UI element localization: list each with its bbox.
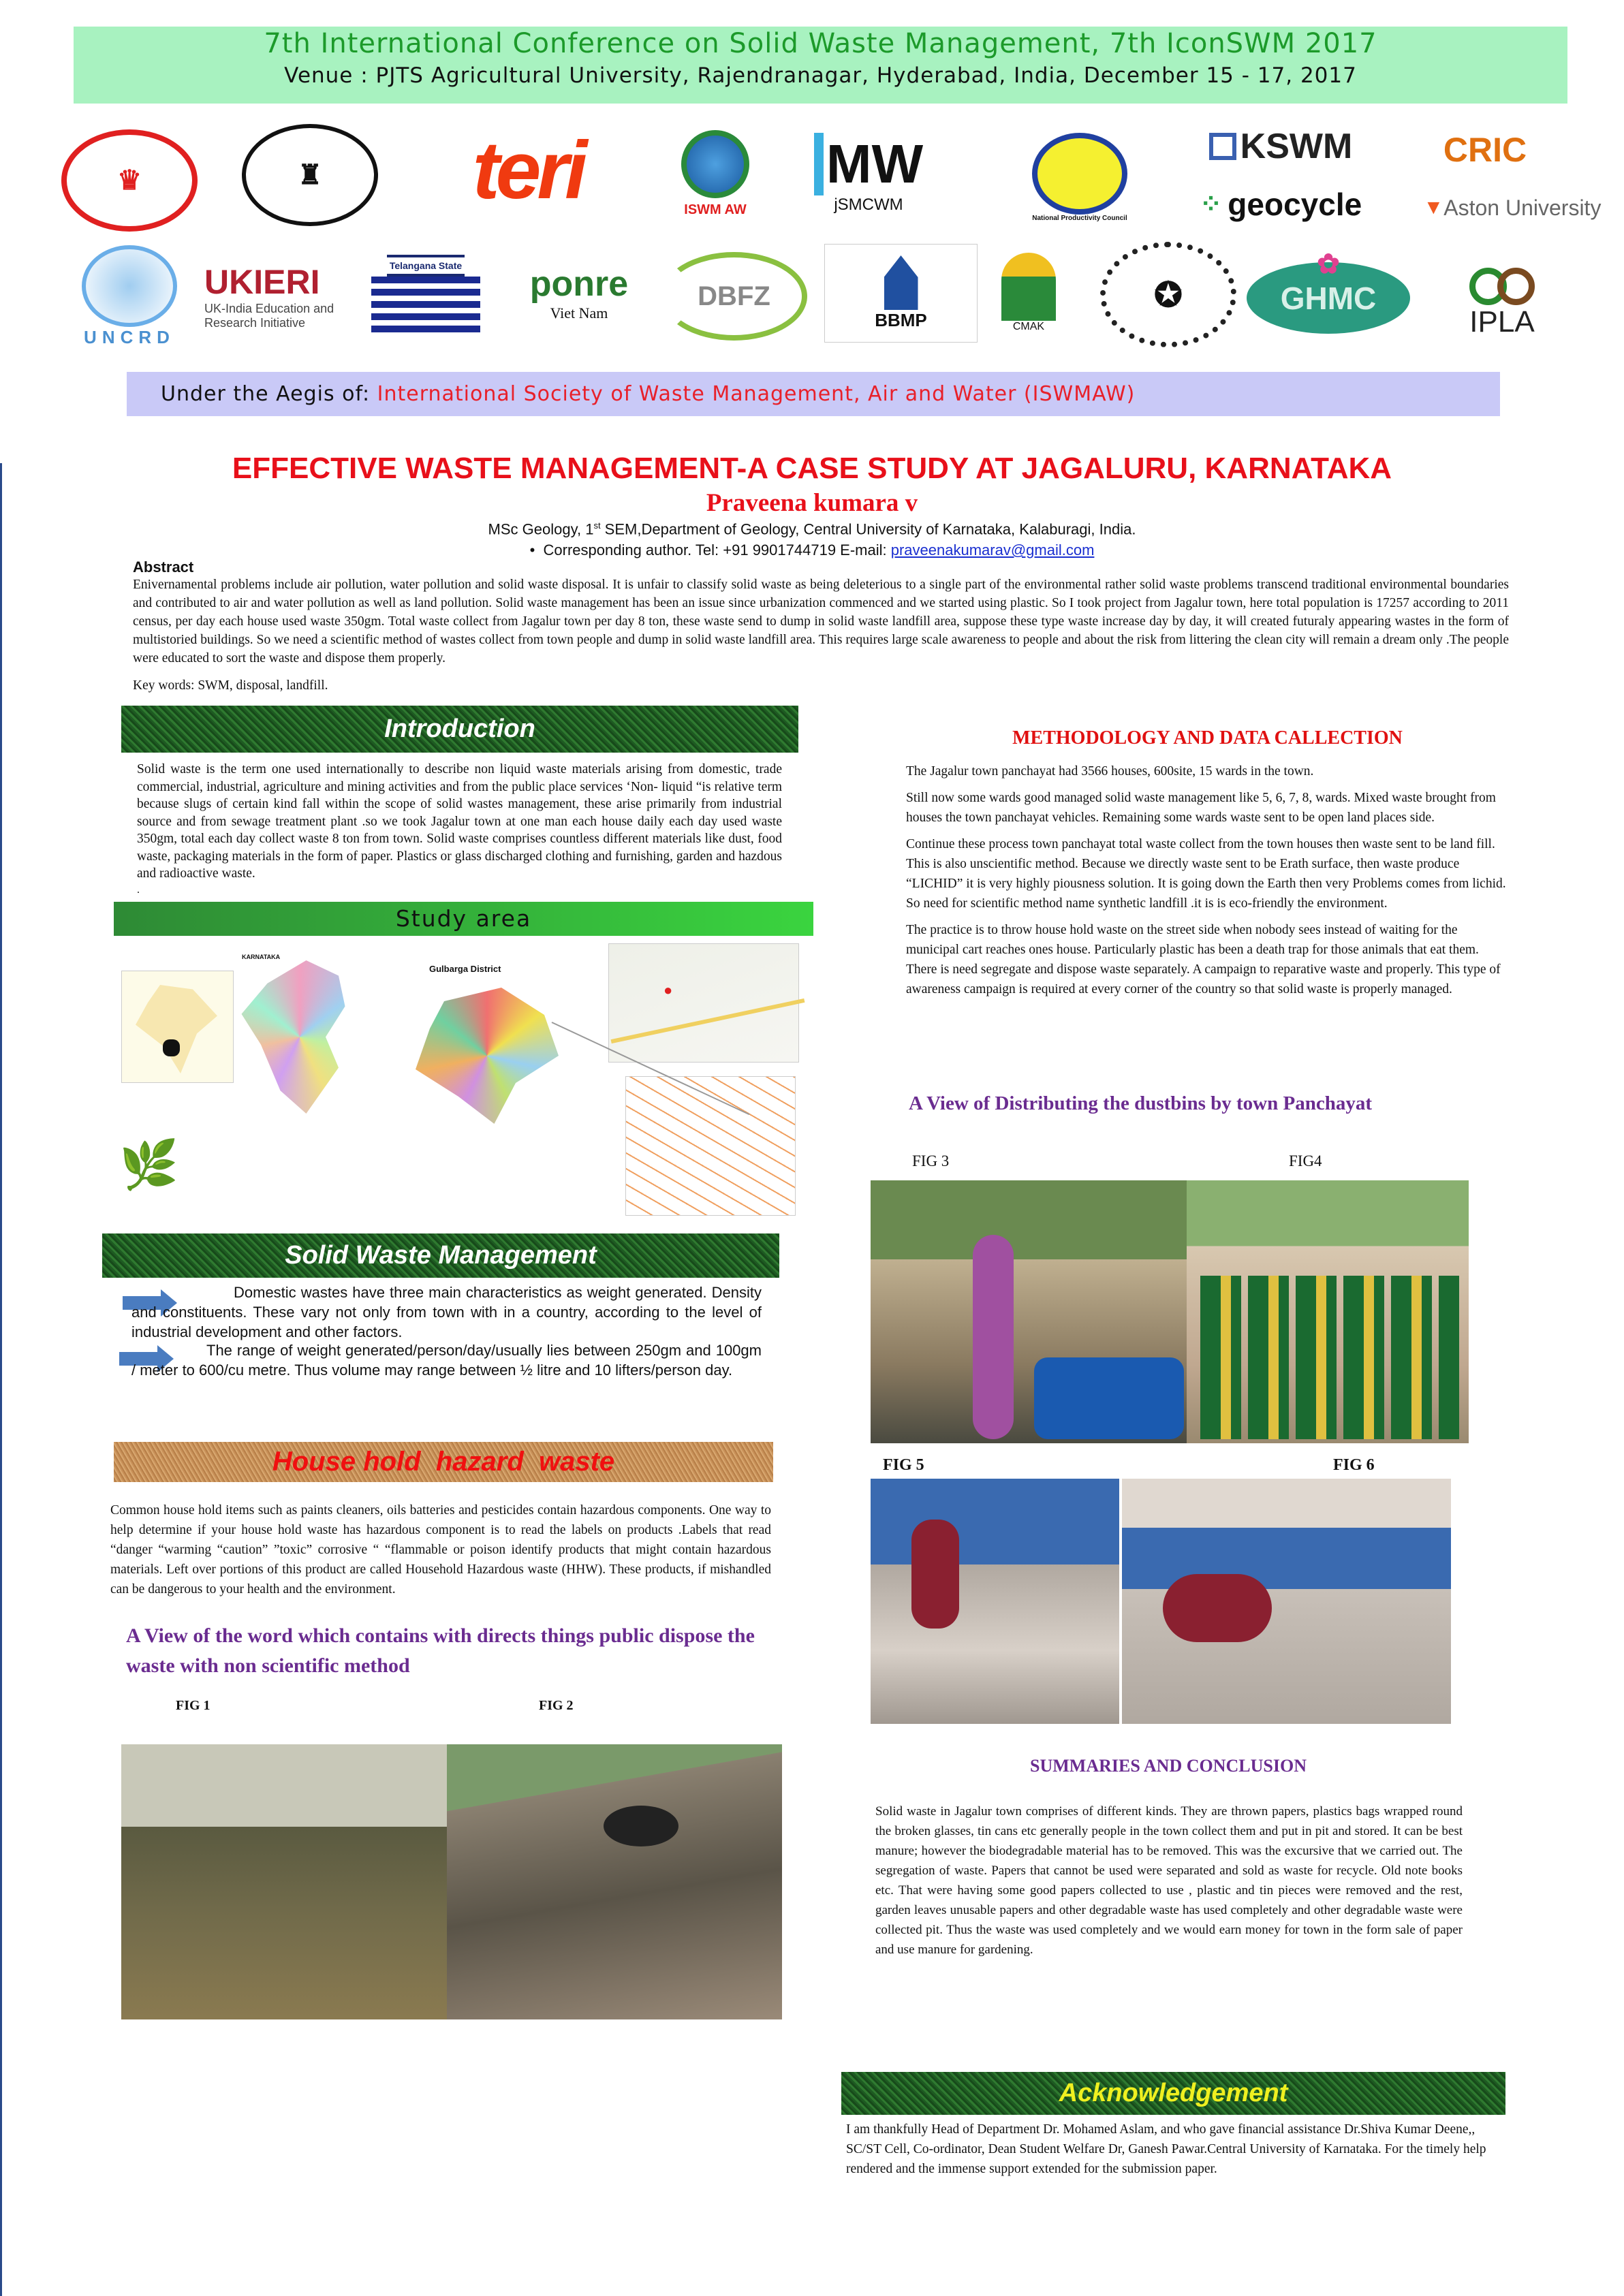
- india-shape: [136, 985, 217, 1073]
- swm-paragraph-1: Domestic wastes have three main characteristics as weight generated. Density and constituents. These vary not only from town with in a country, according to the level of industrial development and other factors.: [131, 1284, 762, 1340]
- iswmaw-logo: [664, 123, 766, 225]
- fig3-label: FIG 3: [912, 1152, 950, 1169]
- bbmp-label: BBMP: [875, 310, 927, 330]
- keywords: Key words: SWM, disposal, landfill.: [133, 678, 328, 693]
- group-shape: [1200, 1276, 1459, 1439]
- fig1-photo: [121, 1744, 447, 2019]
- ponre-label: ponre: [529, 264, 629, 304]
- location-map: [608, 943, 799, 1063]
- aegis-bar: [127, 372, 1500, 416]
- kswm-logo: [1178, 126, 1383, 167]
- karnataka-districts-shape: [235, 960, 364, 1114]
- fig6-photo: [1122, 1479, 1451, 1724]
- telangana-label: Telangana State: [387, 255, 465, 277]
- iswmaw-label: ISWM AW: [684, 202, 747, 217]
- swm-banner: [102, 1233, 779, 1278]
- dbfz-logo: DBFZ: [661, 252, 807, 341]
- affiliation: [0, 520, 1624, 538]
- karnataka-map: [235, 954, 381, 1124]
- kswm-label: KSWM: [1240, 127, 1353, 166]
- abstract-heading: Abstract: [133, 559, 194, 576]
- npc-logo: [1001, 126, 1158, 228]
- ipla-label: IPLA: [1469, 304, 1535, 339]
- cmak-logo: [981, 242, 1076, 344]
- fig5-label: FIG 5: [883, 1456, 924, 1474]
- study-area-banner: [114, 902, 813, 936]
- introduction-banner: [121, 706, 798, 753]
- hhw-text: Common house hold items such as paints cleaners, oils batteries and pesticides contain hazardous components. One way to help determine if your house hold waste has hazardous component is to read the labels on products .Labels that read “danger “warming “caution” ”toxic” corrosive “ “flammable or poison identify products that might contain hazardous materials. Left over portions of this product are called Household Hazardous waste (HHW). These products, if mishandled can be dangerous to your health and the environment.: [110, 1503, 771, 1597]
- summary-text: Solid waste in Jagalur town comprises of different kinds. They are thrown papers, plastics bags wrapped round the broken glasses, tin cans etc generally people in the town collect them and put in pit and stored. It can be best manure; however the biodegradable material has to be removed. This was the excursive that we carried out. The segregation of waste. Papers that cannot be used were separated and sold as waste for recycle. Old note books etc. That were having some good papers collected to use , plastic and tin pieces were removed and the rest, garden leaves unusable papers and other degradable waste has used completely and other degradable waste were collected pit. Thus the waste was used completely and we would earn money for town in the form sale of paper and use manure for gardening.: [875, 1804, 1463, 1957]
- rings-icon: [1469, 268, 1535, 305]
- person-shape: [911, 1520, 959, 1629]
- uncrd-label: UNCRD: [84, 326, 175, 347]
- email-link[interactable]: praveenakumarav@gmail.com: [890, 541, 1095, 559]
- karnataka-map-label: KARNATAKA: [242, 954, 281, 960]
- dots-icon: ⁘: [1199, 189, 1223, 219]
- aegis-organization: International Society of Waste Management, Air and Water (ISWMAW): [377, 382, 1136, 406]
- road-line: [611, 998, 805, 1043]
- un-emblem-icon: [82, 245, 177, 327]
- npc-label: National Productivity Council: [1032, 214, 1127, 222]
- conference-venue: Venue : PJTS Agricultural University, Rajendranagar, Hyderabad, India, December 15 - 17, 2017: [284, 63, 1357, 88]
- uncrd-logo: [61, 242, 198, 351]
- acknowledgement-banner: [841, 2072, 1505, 2115]
- aston-logo: [1410, 184, 1614, 232]
- affiliation-sup: st: [593, 520, 601, 531]
- bullet: •: [529, 541, 544, 559]
- ponre-subtitle: Viet Nam: [550, 304, 608, 321]
- karnataka-highlight: [163, 1039, 180, 1056]
- author-name: Praveena kumara v: [706, 489, 918, 517]
- pig-shape: [604, 1806, 678, 1846]
- gulbarga-map-label: Gulbarga District: [429, 964, 501, 974]
- conference-title: 7th International Conference on Solid Waste Management, 7th IconSWM 2017: [264, 28, 1377, 59]
- person-shape: [1163, 1574, 1272, 1642]
- location-pin-icon: ●: [663, 981, 673, 998]
- cric-logo: CRIC: [1443, 131, 1527, 169]
- flower-icon: ✿: [1317, 249, 1340, 279]
- hhw-heading: House hold hazard waste: [272, 1447, 615, 1477]
- hhw-banner: [114, 1442, 773, 1482]
- person-shape: [973, 1235, 1014, 1439]
- building-icon: [884, 255, 918, 310]
- corresponding-text: Corresponding author. Tel: +91 9901744719 E-mail:: [543, 541, 891, 559]
- fig2-label: FIG 2: [539, 1698, 574, 1713]
- paper-title: EFFECTIVE WASTE MANAGEMENT-A CASE STUDY AT JAGALURU, KARNATAKA: [232, 452, 1392, 485]
- swm-paragraph-2: The range of weight generated/person/day/usually lies between 250gm and 100gm / meter to 600/cu metre. Thus volume may range between ½ litre and 10 lifters/person day.: [131, 1342, 762, 1379]
- fig6-label: FIG 6: [1333, 1456, 1375, 1474]
- fig3-photo: [871, 1180, 1187, 1443]
- introduction-heading: Introduction: [384, 714, 535, 743]
- fig4-label: FIG4: [1289, 1152, 1322, 1169]
- geocycle-logo: [1178, 180, 1383, 228]
- fig1-label: FIG 1: [176, 1698, 210, 1713]
- gulbarga-map: [416, 964, 562, 1124]
- gulbarga-districts-shape: [416, 988, 559, 1124]
- ghmc-label: GHMC: [1280, 280, 1377, 316]
- methodology-paragraph-2: Still now some wards good managed solid waste management like 5, 6, 7, 8, wards. Mixed waste brought from houses the town panchayat vehicles. Remaining some wards waste sent to be open land places side.: [906, 791, 1496, 825]
- abstract-text: Enivernamental problems include air pollution, water pollution and solid waste disposal. It is unfair to classify solid waste as being deleterious to a single part of the environmental rather solid waste problems transcend traditional environmental boundaries and contributed to air and water pollution as well as land pollution. Solid waste management has been an issue since urbanization commenced and we started using plastic. So I took project from Jagalur town, here total population is 17257 according to 2011 census, per day each house used waste 350gm. Total waste collect from Jagalur town per day 8 ton, these waste send to dump in solid waste landfill area, suppose these type waste increase day by day, it will created futuraly appearing wastes in the form of multistoried buildings. So we need a scientific method of wastes collect from town people and dump in solid waste landfill area. This requires large scale awareness to people and about the risk from littering the clean city will remain a dream only .The people were educated to sort the waste and dispose them properly.: [133, 578, 1509, 665]
- aegis-label: Under the Aegis of:: [161, 382, 371, 406]
- sun-figure-icon: [1001, 253, 1056, 321]
- kswm-square-icon: [1209, 133, 1236, 160]
- ukieri-logo: [204, 255, 354, 337]
- introduction-dot: .: [137, 884, 140, 896]
- teri-logo: teri: [472, 125, 584, 216]
- view2-heading: A View of Distributing the dustbins by town Panchayat: [909, 1092, 1372, 1114]
- leaf-icon: 🌿: [119, 1139, 179, 1192]
- swm-heading: Solid Waste Management: [285, 1241, 597, 1270]
- introduction-text: Solid waste is the term one used internationally to describe non liquid waste materials arising from domestic, trade commercial, industrial, agriculture and mining activities and from the public place services ‘Non- liquid “is relative term because slugs of certain kind fall within the scope of solid wastes management, these arise primarily from industrial source and from sewage treatment plant .so we took Jagalur town at one man each house daily each day used waste 350gm, total each day collect waste 8 ton from town. Solid waste comprises countless different materials like dust, food waste, packaging materials in the form of paper. Plastics or glass discharged clothing and furnishing, garden and hazdous and radioactive waste.: [137, 762, 782, 881]
- fig5-photo: [871, 1479, 1119, 1724]
- state-emblem-logo: ✪: [1100, 242, 1236, 347]
- iisc-seal-logo: ♜: [242, 124, 378, 226]
- waves-icon: [371, 277, 480, 338]
- methodology-paragraph-3: Continue these process town panchayat total waste collect from the town houses then waste sent to be land fill. This is also unscientific method. Because we directly waste sent to be Erath surface, then waste produce “LICHID” it is very highly piousness solution. It is going down the Earth then very Problems comes from lichid. So need for scientific method name synthetic landfill .it is is eco-friendly the environment.: [906, 837, 1506, 911]
- npc-seal-icon: [1032, 133, 1127, 215]
- ukieri-subtitle: UK-India Education and Research Initiative: [204, 302, 334, 330]
- cmak-label: CMAK: [1012, 321, 1045, 332]
- mw-mark: MW: [814, 133, 923, 195]
- conference-header: [74, 27, 1567, 104]
- aston-label: Aston University: [1443, 195, 1602, 220]
- affiliation-text: MSc Geology, 1: [488, 520, 594, 538]
- methodology-paragraph-1: The Jagalur town panchayat had 3566 houses, 600site, 15 wards in the town.: [906, 764, 1314, 779]
- fig2-photo: [447, 1744, 782, 2019]
- ukieri-label: UKIERI: [204, 263, 320, 301]
- jsmcwm-logo: [814, 119, 923, 228]
- methodology-heading: METHODOLOGY AND DATA CALLECTION: [1012, 727, 1403, 749]
- bbmp-logo: [824, 244, 978, 343]
- globe-icon: [681, 130, 749, 198]
- study-area-heading: Study area: [395, 905, 532, 932]
- india-map: [121, 971, 234, 1083]
- corresponding-author: [0, 541, 1624, 559]
- ipla-logo: [1437, 262, 1567, 344]
- view1-heading: A View of the word which contains with directs things public dispose the waste with non scientific method: [126, 1624, 755, 1677]
- acknowledgement-text: I am thankfully Head of Department Dr. Mohamed Aslam, and who gave financial assistance Dr.Shiva Kumar Deene,, SC/ST Cell, Co-ordinator, Dean Student Welfare Dr, Ganesh Pawar.Central University of Karnataka. For the timely help rendered and the immense support extended for the submission paper.: [846, 2122, 1486, 2176]
- affiliation-text-2: SEM,Department of Geology, Central University of Karnataka, Kalaburagi, India.: [600, 520, 1136, 538]
- blue-bins: [1034, 1357, 1184, 1439]
- left-edge-line: [0, 463, 2, 2296]
- acknowledgement-heading: Acknowledgement: [1059, 2079, 1288, 2107]
- triangle-icon: ▼: [1423, 196, 1444, 219]
- ghmc-logo: [1247, 249, 1410, 334]
- ponre-logo: [504, 252, 654, 334]
- methodology-paragraph-4: The practice is to throw house hold waste on the street side when nobody sees instead of waiting for the municipal cart reaches ones house. Particularly plastic has been a death trap for those animals that eat them. There is need segregate and dispose waste separately. A campaign to reparative waste and properly. This type of awareness campaign is required at every corner of the country so that solid waste is properly managed.: [906, 923, 1501, 996]
- fig4-photo: [1187, 1180, 1469, 1443]
- methodology-text: [906, 761, 1512, 999]
- telangana-logo: [361, 245, 490, 347]
- summary-heading: SUMMARIES AND CONCLUSION: [1030, 1756, 1307, 1776]
- jsmcwm-label: jSMCWM: [834, 195, 903, 214]
- geocycle-label: geocycle: [1228, 187, 1362, 222]
- university-seal-logo: ♛: [61, 129, 198, 232]
